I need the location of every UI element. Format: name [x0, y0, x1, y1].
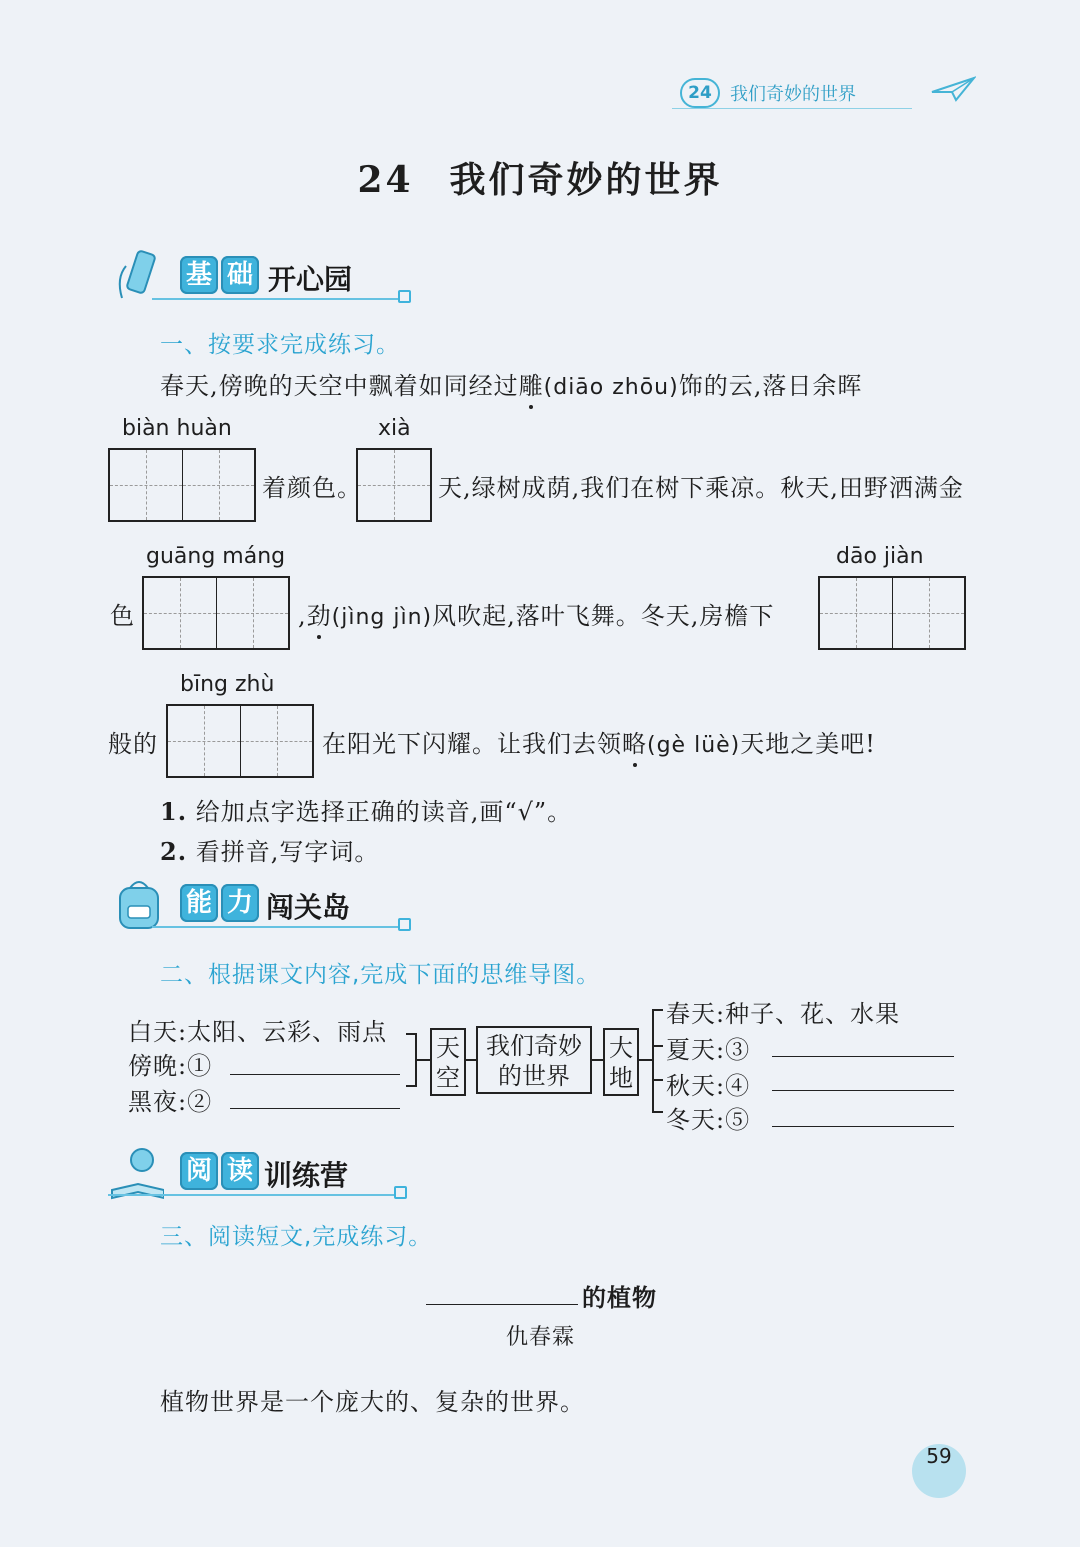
- banner-underline: [152, 298, 400, 300]
- banner-underline: [152, 926, 400, 928]
- title-answer-blank[interactable]: [426, 1304, 578, 1305]
- grid-cell[interactable]: [110, 450, 182, 520]
- text-span: ,: [298, 602, 307, 630]
- text-span: 在阳光下闪耀。让我们去领: [322, 730, 622, 758]
- writing-grid[interactable]: [818, 576, 966, 650]
- reading-choice[interactable]: (jìng jìn): [331, 605, 433, 630]
- question-number: 2.: [160, 837, 188, 866]
- center-line: 的世界: [498, 1062, 570, 1090]
- pinyin-label: xià: [378, 416, 411, 441]
- exercise2-heading: 二、根据课文内容,完成下面的思维导图。: [160, 962, 601, 988]
- text-span: 饰的云,落日余晖: [678, 372, 863, 400]
- banner-dot: [394, 1186, 407, 1199]
- text-span: 天地之美吧!: [740, 730, 876, 758]
- writing-grid[interactable]: [142, 576, 290, 650]
- question-2: [160, 832, 379, 867]
- text-span: 春天,傍晚的天空中飘着如同经过: [160, 372, 519, 400]
- mindmap-center-box: [476, 1026, 592, 1094]
- exercise1-line1: [160, 366, 862, 401]
- article-author: 仇春霖: [506, 1325, 576, 1350]
- title-number: 24: [357, 159, 414, 201]
- left-bracket: [400, 1020, 430, 1100]
- reading-book-icon: [108, 1144, 164, 1200]
- mindmap-left-item: 黑夜:②: [128, 1088, 213, 1116]
- question-1: [160, 792, 572, 827]
- mindmap-earth-box: 大地: [603, 1028, 639, 1096]
- text-span: 风吹起,落叶飞舞。冬天,房檐下: [432, 602, 775, 630]
- tag-char: 能: [180, 884, 218, 922]
- text-span: 天,绿树成荫,我们在树下乘凉。秋天,田野洒满金: [438, 474, 964, 502]
- text-span: 色: [110, 602, 135, 630]
- pencil-icon: [112, 248, 168, 304]
- section-banner-ability: [112, 872, 412, 936]
- tag-char: 读: [221, 1152, 259, 1190]
- mindmap-sky-box: 天空: [430, 1028, 466, 1096]
- answer-blank[interactable]: [772, 1056, 954, 1057]
- tag-char: 阅: [180, 1152, 218, 1190]
- tag-char: 基: [180, 256, 218, 294]
- mindmap-left-item: 傍晚:①: [128, 1052, 213, 1080]
- writing-grid[interactable]: [108, 448, 256, 522]
- article-title: 的植物: [582, 1283, 657, 1312]
- page-number: 59: [912, 1444, 966, 1498]
- exercise1-line3: [298, 596, 774, 631]
- section-name: 开心园: [268, 263, 353, 296]
- exercise1-heading: 一、按要求完成练习。: [160, 332, 400, 358]
- paper-plane-icon: [930, 74, 976, 104]
- dotted-char: 劲: [307, 596, 332, 631]
- section-name: 训练营: [264, 1159, 349, 1192]
- text-span: 着颜色。: [262, 474, 362, 502]
- mindmap-right-item: 冬天:⑤: [666, 1106, 751, 1134]
- exercise3-heading: 三、阅读短文,完成练习。: [160, 1224, 433, 1250]
- grid-cell[interactable]: [240, 706, 312, 776]
- writing-grid[interactable]: [166, 704, 314, 778]
- section-tag: [180, 256, 262, 294]
- pinyin-label: dāo jiàn: [836, 544, 924, 569]
- tag-char: 础: [221, 256, 259, 294]
- grid-cell[interactable]: [820, 578, 892, 648]
- section-name: 闯关岛: [266, 891, 351, 924]
- section-banner-reading: [108, 1140, 408, 1204]
- banner-underline: [108, 1194, 396, 1196]
- mindmap-right-item: 秋天:④: [666, 1072, 751, 1100]
- mindmap-right-item: 春天:种子、花、水果: [666, 1000, 901, 1028]
- section-tag: [180, 884, 262, 922]
- answer-blank[interactable]: [230, 1074, 400, 1075]
- lesson-number-badge: 24: [680, 78, 720, 108]
- answer-blank[interactable]: [772, 1126, 954, 1127]
- reading-choice[interactable]: (gè lüè): [647, 733, 741, 758]
- grid-cell[interactable]: [144, 578, 216, 648]
- banner-dot: [398, 918, 411, 931]
- question-number: 1.: [160, 797, 188, 826]
- pinyin-label: guāng máng: [146, 544, 286, 569]
- question-text: 看拼音,写字词。: [195, 838, 380, 866]
- running-header-line: [672, 108, 912, 109]
- exercise1-line4: [322, 724, 876, 759]
- page-title: [0, 152, 1080, 203]
- grid-cell[interactable]: [216, 578, 288, 648]
- grid-cell[interactable]: [168, 706, 240, 776]
- tag-char: 力: [221, 884, 259, 922]
- center-line: 我们奇妙: [486, 1032, 582, 1060]
- section-tag: [180, 1152, 262, 1190]
- grid-cell[interactable]: [182, 450, 254, 520]
- dotted-char: 略: [622, 724, 647, 759]
- pinyin-label: bīng zhù: [180, 672, 275, 697]
- text-span: 般的: [108, 730, 158, 758]
- grid-cell[interactable]: [892, 578, 964, 648]
- reading-choice[interactable]: (diāo zhōu): [543, 375, 679, 400]
- dotted-char: 雕: [519, 366, 544, 401]
- section-banner-basic: [112, 244, 412, 308]
- article-first-line: 植物世界是一个庞大的、复杂的世界。: [160, 1388, 585, 1416]
- running-header-title: 我们奇妙的世界: [730, 84, 856, 105]
- right-bracket: [639, 996, 669, 1126]
- answer-blank[interactable]: [230, 1108, 400, 1109]
- banner-dot: [398, 290, 411, 303]
- running-header: [672, 74, 972, 114]
- writing-grid[interactable]: [356, 448, 432, 522]
- pinyin-label: biàn huàn: [122, 416, 232, 441]
- grid-cell[interactable]: [358, 450, 430, 520]
- mindmap-left-item: 白天:太阳、云彩、雨点: [128, 1018, 388, 1046]
- title-text: 我们奇妙的世界: [449, 159, 723, 201]
- question-text: 给加点字选择正确的读音,画“√”。: [195, 798, 573, 826]
- mindmap-right-item: 夏天:③: [666, 1036, 751, 1064]
- answer-blank[interactable]: [772, 1090, 954, 1091]
- backpack-icon: [112, 876, 168, 932]
